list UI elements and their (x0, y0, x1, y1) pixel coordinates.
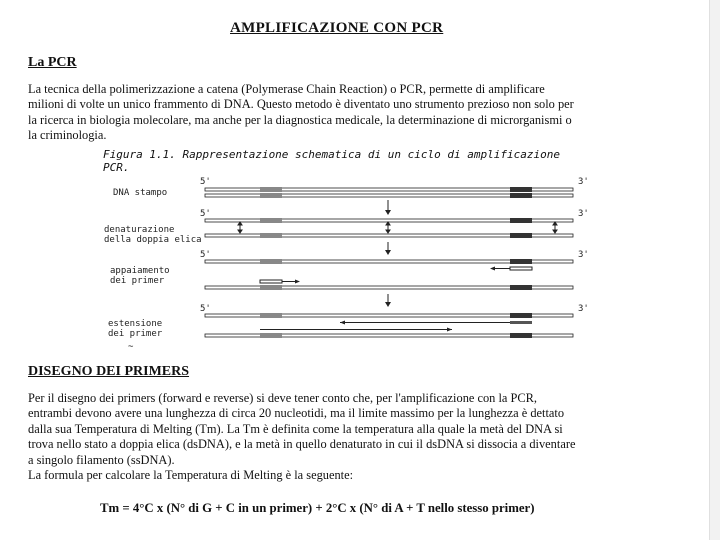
three-prime-label: 3' (578, 209, 589, 219)
dna-template-strands (205, 187, 573, 198)
figure-caption-line: Figura 1.1. Rappresentazione schematica di un ciclo di amplificazione (103, 148, 560, 161)
paragraph-line: milioni di volte un unico frammento di DNA. Questo metodo è diventato uno strumento prezioso non solo per (28, 97, 574, 112)
section-heading-pcr: La PCR (28, 55, 77, 70)
label-estensione: dei primer (108, 329, 163, 339)
label-estensione: estensione (108, 319, 163, 329)
five-prime-label: 5' (200, 209, 211, 219)
arrow-down-icon (385, 242, 391, 255)
paragraph-line: entrambi devono avere una lunghezza di circa 20 nucleotidi, ma il limite massimo per la lunghezza è dettato (28, 406, 565, 421)
paragraph-line: La formula per calcolare la Temperatura di Melting è la seguente: (28, 468, 354, 483)
label-tilde: ~ (128, 342, 134, 352)
page-title: AMPLIFICAZIONE CON PCR (230, 20, 444, 36)
extension-strands (205, 313, 573, 338)
label-denaturazione: denaturazione (104, 225, 175, 235)
denatured-strands (205, 218, 573, 238)
figure-caption-line: PCR. (103, 161, 130, 174)
arrow-down-icon (385, 294, 391, 307)
paragraph-primers (28, 391, 678, 483)
double-arrow-icon (238, 222, 557, 233)
paragraph-pcr (28, 82, 678, 144)
pcr-cycle-diagram (100, 176, 590, 361)
paragraph-line: la criminologia. (28, 128, 107, 143)
five-prime-label: 5' (200, 177, 211, 187)
label-dna-stampo: DNA stampo (113, 188, 168, 198)
pcr-diagram-svg (100, 176, 590, 356)
melting-temperature-formula: Tm = 4°C x (N° di G + C in un primer) + 2°C x (N° di A + T nello stesso primer) (100, 501, 535, 515)
paragraph-line: dalla sua Temperatura di Melting (Tm). La Tm è definita come la temperatura alla quale la metà del DNA si (28, 421, 563, 436)
paragraph-line: La tecnica della polimerizzazione a catena (Polymerase Chain Reaction) o PCR, permette di amplificare (28, 82, 545, 96)
three-prime-label: 3' (578, 304, 589, 314)
paragraph-line: la ricerca in biologia molecolare, ma anche per la diagnostica medicale, la determinazione di microrganismi o (28, 112, 572, 127)
five-prime-label: 5' (200, 250, 211, 260)
annealing-strands (205, 259, 573, 290)
label-appaiamento: appaiamento (110, 266, 170, 276)
three-prime-label: 3' (578, 250, 589, 260)
page-edge (709, 0, 720, 540)
label-appaiamento: dei primer (110, 276, 165, 286)
three-prime-label: 3' (578, 177, 589, 187)
figure-caption (103, 148, 603, 174)
paragraph-line: a singolo filamento (ssDNA). (28, 452, 175, 467)
label-denaturazione: della doppia elica (104, 235, 202, 245)
paragraph-line: trova nello stato a doppia elica (dsDNA), e la metà in quello denaturato in cui il dsDNA si dissocia a diventare (28, 437, 576, 452)
five-prime-label: 5' (200, 304, 211, 314)
arrow-down-icon (385, 200, 391, 215)
paragraph-line: Per il disegno dei primers (forward e reverse) si deve tener conto che, per l'amplificazione con la PCR, (28, 391, 538, 405)
section-heading-primers: DISEGNO DEI PRIMERS (28, 364, 190, 379)
